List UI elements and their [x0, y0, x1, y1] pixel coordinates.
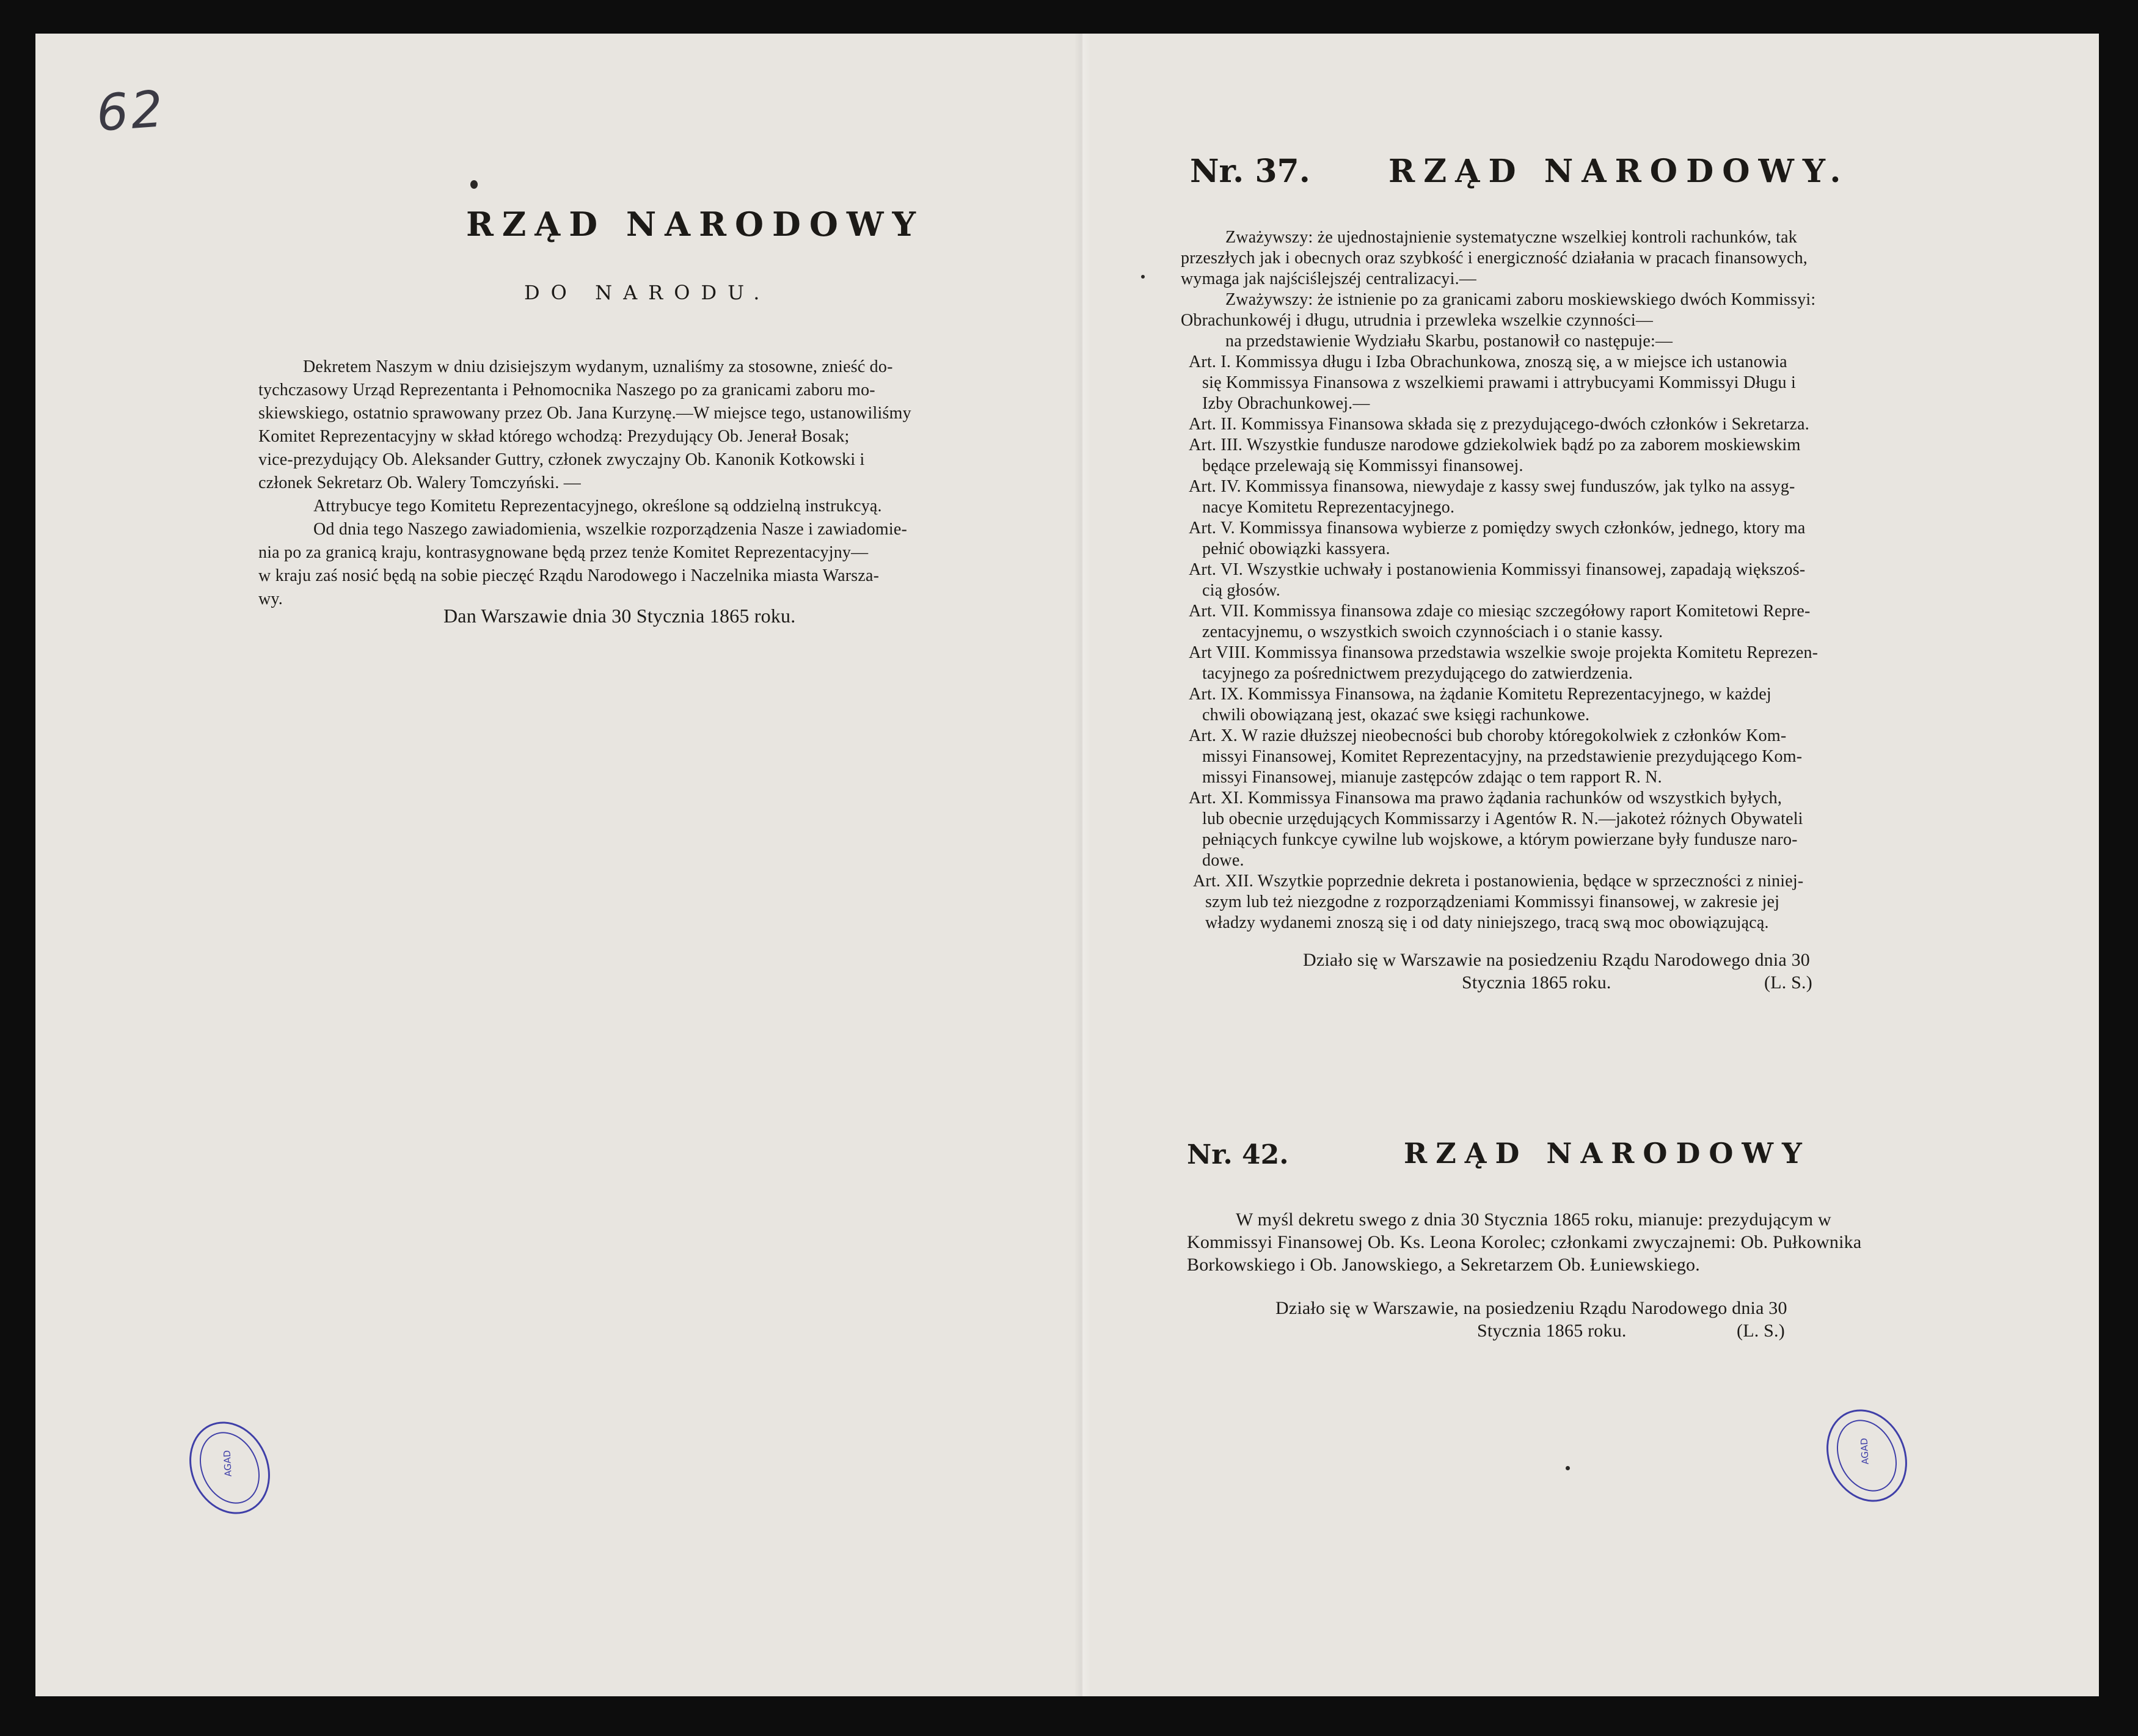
decree-signature: Działo się w Warszawie, na posiedzeniu Rządu Narodowego dnia 30 [1275, 1298, 1787, 1318]
decree-line: tacyjnego za pośrednictwem prezydującego do zatwierdzenia. [1202, 664, 1633, 683]
decree-signature-date: Stycznia 1865 roku. [1477, 1321, 1627, 1341]
decree-line: Art. IX. Kommissya Finansowa, na żądanie Komitetu Reprezentacyjnego, w każdej [1189, 685, 1771, 704]
left-date-line: Dan Warszawie dnia 30 Stycznia 1865 roku. [443, 605, 796, 627]
decree-number: Nr. 42. [1187, 1139, 1289, 1170]
left-line: Komitet Reprezentacyjny w skład którego wchodzą: Prezydujący Ob. Jenerał Bosak; [258, 427, 850, 446]
decree-line: władzy wydanemi znoszą się i od daty niniejszego, tracą swą moc obowiązującą. [1205, 913, 1769, 932]
decree-line: Art VIII. Kommissya finansowa przedstawia wszelkie swoje projekta Komitetu Reprezen- [1189, 643, 1819, 662]
decree-line: się Kommissya Finansowa z wszelkiemi prawami i attrybucyami Kommissyi Długu i [1202, 373, 1796, 392]
decree-line: szym lub też niezgodne z rozporządzeniami Kommissyi finansowej, w zakresie jej [1205, 892, 1780, 911]
decree-line: Art. X. W razie dłuższej nieobecności bub choroby któregokolwiek z członków Kom- [1189, 726, 1787, 745]
decree-line: Obrachunkowéj i długu, utrudnia i przewleka wszelkie czynności— [1181, 311, 1654, 330]
ink-speck [1566, 1466, 1570, 1470]
decree-line: dowe. [1202, 851, 1244, 870]
decree-line: Art. II. Kommissya Finansowa składa się z prezydującego-dwóch członków i Sekretarza. [1189, 415, 1809, 434]
decree-line: będące przelewają się Kommissyi finansowej. [1202, 456, 1523, 475]
decree-signature: Działo się w Warszawie na posiedzeniu Rządu Narodowego dnia 30 [1303, 950, 1811, 970]
decree-line: Art. VII. Kommissya finansowa zdaje co miesiąc szczegółowy raport Komitetowi Repre- [1189, 602, 1811, 621]
decree-seal-mark: (L. S.) [1764, 972, 1812, 993]
document-scan [35, 34, 2099, 1696]
decree-line: Art. XI. Kommissya Finansowa ma prawo żądania rachunków od wszystkich byłych, [1189, 789, 1782, 808]
archive-stamp-right-text: AGAD [1858, 1437, 1871, 1465]
archive-stamp-left-text: AGAD [221, 1450, 234, 1477]
page-fold [1074, 34, 1091, 1696]
decree-line: Zważywszy: że istnienie po za granicami zaboru moskiewskiego dwóch Kommissyi: [1225, 290, 1816, 309]
decree-line: na przedstawienie Wydziału Skarbu, postanowił co następuje:— [1225, 332, 1673, 351]
decree-line: W myśl dekretu swego z dnia 30 Stycznia 1865 roku, mianuje: prezydującym w [1236, 1209, 1831, 1230]
decree-line: nacye Komitetu Reprezentacyjnego. [1202, 498, 1455, 517]
decree-line: Art. V. Kommissya finansowa wybierze z pomiędzy swych członków, jednego, ktory ma [1189, 519, 1806, 538]
left-line: skiewskiego, ostatnio sprawowany przez Ob. Jana Kurzynę.—W miejsce tego, ustanowiliśmy [258, 404, 911, 423]
decree-line: pełnić obowiązki kassyera. [1202, 539, 1390, 558]
decree-line: missyi Finansowej, mianuje zastępców zdając o tem rapport R. N. [1202, 768, 1662, 787]
left-line: członek Sekretarz Ob. Walery Tomczyński. — [258, 473, 581, 492]
decree-number: Nr. 37. [1190, 153, 1310, 190]
decree-line: pełniących funkcye cywilne lub wojskowe, a którym powierzane były fundusze naro- [1202, 830, 1798, 849]
decree-title: RZĄD NARODOWY [1404, 1137, 1811, 1170]
decree-title: RZĄD NARODOWY. [1388, 153, 1850, 190]
ink-speck [1141, 275, 1145, 279]
left-title: RZĄD NARODOWY [466, 205, 925, 244]
left-line: Dekretem Naszym w dniu dzisiejszym wydanym, uznaliśmy za stosowne, znieść do- [303, 357, 893, 376]
decree-line: Art. XII. Wszytkie poprzednie dekreta i postanowienia, będące w sprzeczności z niniej- [1193, 872, 1804, 891]
decree-line: cią głosów. [1202, 581, 1280, 600]
decree-line: Borkowskiego i Ob. Janowskiego, a Sekretarzem Ob. Łuniewskiego. [1187, 1255, 1700, 1275]
left-line: wy. [258, 589, 283, 608]
decree-line: lub obecnie urzędujących Kommissarzy i Agentów R. N.—jakoteż różnych Obywateli [1202, 809, 1803, 828]
decree-line: Izby Obrachunkowej.— [1202, 394, 1370, 413]
left-line: nia po za granicą kraju, kontrasygnowane będą przez tenże Komitet Reprezentacyjny— [258, 543, 869, 562]
decree-line: chwili obowiązaną jest, okazać swe księgi rachunkowe. [1202, 706, 1590, 724]
ink-speck [470, 180, 478, 189]
decree-line: Zważywszy: że ujednostajnienie systematyczne wszelkiej kontroli rachunków, tak [1225, 228, 1797, 247]
left-line: Attrybucye tego Komitetu Reprezentacyjnego, określone są oddzielną instrukcyą. [313, 497, 882, 516]
left-line: w kraju zaś nosić będą na sobie pieczęć Rządu Narodowego i Naczelnika miasta Warsza- [258, 566, 880, 585]
decree-line: przeszłych jak i obecnych oraz szybkość i energiczność działania w pracach finansowych, [1181, 249, 1808, 268]
decree-signature-date: Stycznia 1865 roku. [1462, 972, 1611, 993]
decree-line: zentacyjnemu, o wszystkich swoich czynnościach i o stanie kassy. [1202, 622, 1663, 641]
left-subtitle: DO NARODU. [524, 281, 771, 304]
decree-line: wymaga jak najściślejszéj centralizacyi.— [1181, 269, 1476, 288]
archive-stamp-right [1812, 1396, 1922, 1515]
left-line: Od dnia tego Naszego zawiadomienia, wszelkie rozporządzenia Nasze i zawiadomie- [313, 520, 908, 539]
decree-line: missyi Finansowej, Komitet Reprezentacyjny, na przedstawienie prezydującego Kom- [1202, 747, 1803, 766]
decree-line: Kommissyi Finansowej Ob. Ks. Leona Korolec; członkami zwyczajnemi: Ob. Pułkownika [1187, 1232, 1862, 1252]
decree-line: Art. I. Kommissya długu i Izba Obrachunkowa, znoszą się, a w miejsce ich ustanowia [1189, 352, 1787, 371]
handwritten-page-number: 62 [94, 80, 167, 143]
left-line: tychczasowy Urząd Reprezentanta i Pełnomocnika Naszego po za granicami zaboru mo- [258, 381, 875, 399]
decree-line: Art. III. Wszystkie fundusze narodowe gdziekolwiek bądź po za zaborem moskiewskim [1189, 436, 1801, 454]
left-line: vice-prezydujący Ob. Aleksander Guttry, członek zwyczajny Ob. Kanonik Kotkowski i [258, 450, 865, 469]
archive-stamp-left [175, 1409, 285, 1528]
decree-seal-mark: (L. S.) [1737, 1321, 1785, 1341]
decree-line: Art. VI. Wszystkie uchwały i postanowienia Kommissyi finansowej, zapadają większoś- [1189, 560, 1806, 579]
decree-line: Art. IV. Kommissya finansowa, niewydaje z kassy swej funduszów, jak tylko na assyg- [1189, 477, 1795, 496]
